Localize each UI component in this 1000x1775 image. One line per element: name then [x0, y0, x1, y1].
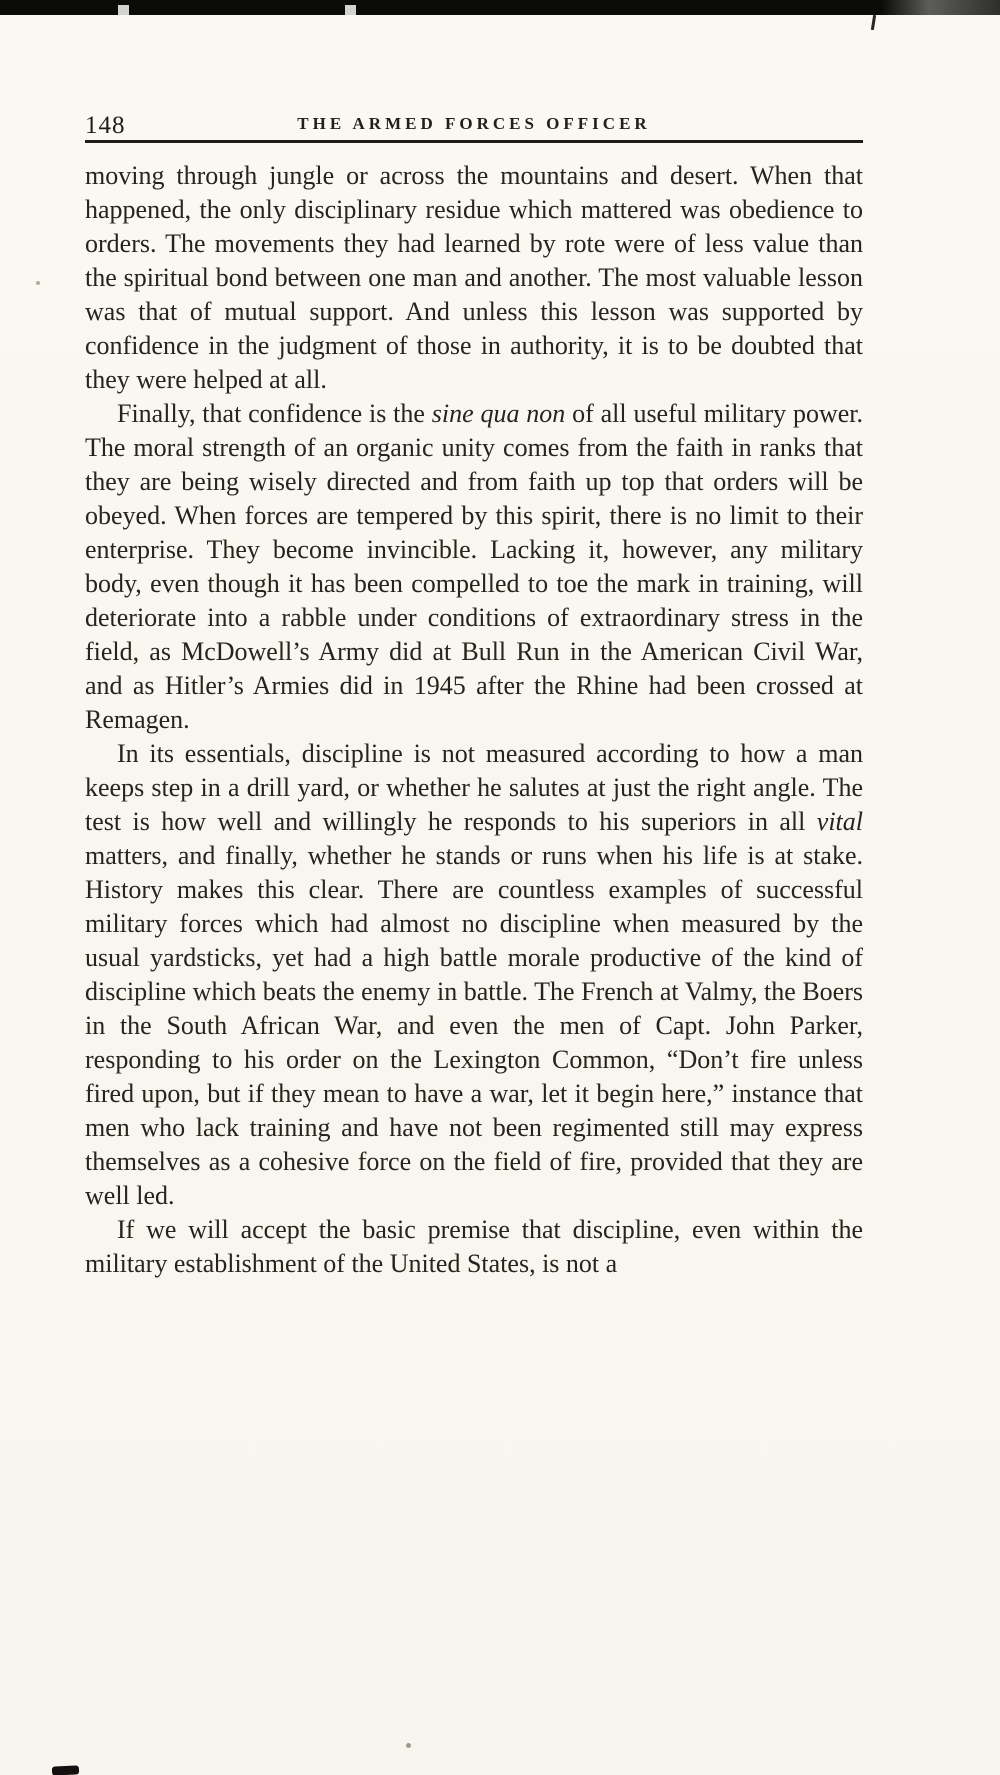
paragraph-1: [85, 159, 863, 397]
scan-artifact-dot: [406, 1743, 411, 1748]
italic-phrase-sine-qua-non: sine qua non: [431, 399, 566, 428]
paragraph-2: [85, 397, 863, 737]
scan-artifact-notch: [118, 5, 129, 15]
scan-artifact-notch: [345, 5, 356, 15]
running-header-title: THE ARMED FORCES OFFICER: [297, 114, 651, 133]
paragraph-3-text-pre: In its essentials, discipline is not measured according to how a man keeps step in a drill yard, or whether he salutes at just the right angle. The test is how well and willingly he responds to his superiors in all: [85, 739, 863, 836]
scan-artifact-tick: [871, 15, 876, 30]
paragraph-3-text-post: matters, and finally, whether he stands or runs when his life is at stake. History makes this clear. There are countless examples of successful military forces which had almost no discipline when measured by the usual yardsticks, yet had a high battle morale productive of the kind of discipline which beats the enemy in battle. The French at Valmy, the Boers in the South African War, and even the men of Capt. John Parker, responding to his order on the Lexington Common, “Don’t fire unless fired upon, but if they mean to have a war, let it begin here,” instance that men who lack training and have not been regimented still may express themselves as a cohesive force on the field of fire, provided that they are well led.: [85, 841, 863, 1210]
scan-artifact-top-bar: [0, 0, 1000, 15]
scan-artifact-fade: [882, 0, 1000, 15]
paragraph-3: [85, 737, 863, 1213]
page-number: 148: [85, 112, 126, 139]
header-rule: [85, 140, 863, 143]
page-body: [85, 159, 863, 1281]
paragraph-4: [85, 1213, 863, 1281]
paragraph-1-text: moving through jungle or across the mountains and desert. When that happened, the only disciplinary residue which mattered was obedience to orders. The movements they had learned by rote were of less value than the spiritual bond between one man and another. The most valuable lesson was that of mutual support. And unless this lesson was supported by confidence in the judgment of those in authority, it is to be doubted that they were helped at all.: [85, 161, 863, 394]
paragraph-2-text-post: of all useful military power. The moral strength of an organic unity comes from the faith in ranks that they are being wisely directed and from faith up top that orders will be obeyed. When forces are tempered by this spirit, there is no limit to their enterprise. They become invincible. Lacking it, however, any military body, even though it has been compelled to toe the mark in training, will deteriorate into a rabble under conditions of extraordinary stress in the field, as McDowell’s Army did at Bull Run in the American Civil War, and as Hitler’s Armies did in 1945 after the Rhine had been crossed at Remagen.: [85, 399, 863, 734]
running-head: [85, 108, 863, 140]
italic-phrase-vital: vital: [816, 807, 863, 836]
paragraph-2-text-pre: Finally, that confidence is the: [117, 399, 432, 428]
paragraph-4-text: If we will accept the basic premise that discipline, even within the military establishment of the United States, is not a: [85, 1215, 863, 1278]
scan-artifact-blob: [52, 1765, 79, 1775]
scan-artifact-dot: [36, 281, 40, 285]
